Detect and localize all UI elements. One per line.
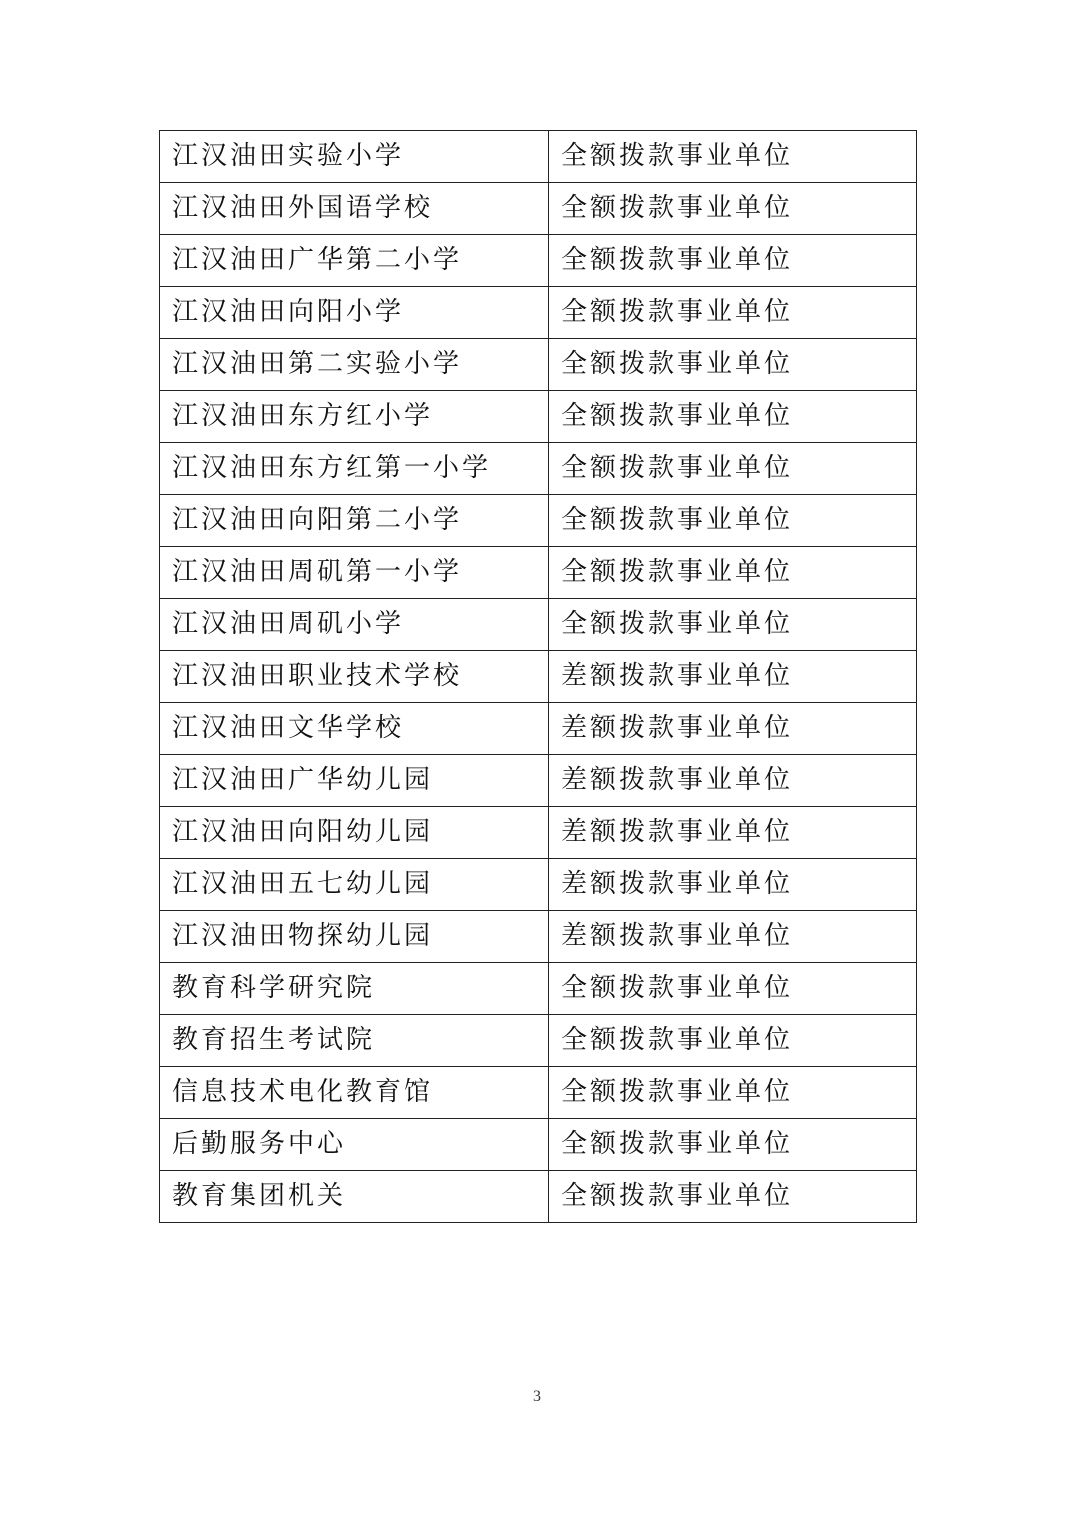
units-table: [159, 130, 917, 1223]
unit-type-cell: 差额拨款事业单位: [549, 911, 917, 963]
unit-name-cell: 信息技术电化教育馆: [160, 1067, 549, 1119]
unit-type-cell: 全额拨款事业单位: [549, 287, 917, 339]
unit-name-cell: 教育科学研究院: [160, 963, 549, 1015]
unit-name-cell: 江汉油田向阳幼儿园: [160, 807, 549, 859]
unit-type-cell: 全额拨款事业单位: [549, 1067, 917, 1119]
unit-name-cell: 江汉油田东方红小学: [160, 391, 549, 443]
unit-name-cell: 江汉油田向阳第二小学: [160, 495, 549, 547]
unit-type-cell: 全额拨款事业单位: [549, 131, 917, 183]
table-row: [160, 1119, 917, 1171]
unit-type-cell: 全额拨款事业单位: [549, 183, 917, 235]
table-row: [160, 807, 917, 859]
unit-name-cell: 江汉油田广华幼儿园: [160, 755, 549, 807]
table-row: [160, 547, 917, 599]
unit-type-cell: 全额拨款事业单位: [549, 339, 917, 391]
unit-type-cell: 全额拨款事业单位: [549, 235, 917, 287]
unit-type-cell: 差额拨款事业单位: [549, 651, 917, 703]
unit-type-cell: 全额拨款事业单位: [549, 1171, 917, 1223]
unit-type-cell: 差额拨款事业单位: [549, 703, 917, 755]
table-row: [160, 287, 917, 339]
unit-name-cell: 江汉油田东方红第一小学: [160, 443, 549, 495]
unit-type-cell: 差额拨款事业单位: [549, 755, 917, 807]
table-row: [160, 235, 917, 287]
table-row: [160, 911, 917, 963]
table-row: [160, 859, 917, 911]
unit-name-cell: 江汉油田周矶第一小学: [160, 547, 549, 599]
table-row: [160, 443, 917, 495]
unit-name-cell: 江汉油田外国语学校: [160, 183, 549, 235]
table-row: [160, 131, 917, 183]
unit-name-cell: 江汉油田文华学校: [160, 703, 549, 755]
unit-type-cell: 全额拨款事业单位: [549, 495, 917, 547]
table-row: [160, 339, 917, 391]
unit-type-cell: 差额拨款事业单位: [549, 859, 917, 911]
table-row: [160, 963, 917, 1015]
table-row: [160, 1067, 917, 1119]
unit-type-cell: 全额拨款事业单位: [549, 1015, 917, 1067]
table-row: [160, 183, 917, 235]
unit-name-cell: 江汉油田五七幼儿园: [160, 859, 549, 911]
unit-name-cell: 江汉油田周矶小学: [160, 599, 549, 651]
table-row: [160, 703, 917, 755]
units-table-body: [160, 131, 917, 1223]
unit-type-cell: 全额拨款事业单位: [549, 443, 917, 495]
table-row: [160, 391, 917, 443]
table-row: [160, 651, 917, 703]
table-row: [160, 495, 917, 547]
unit-type-cell: 全额拨款事业单位: [549, 1119, 917, 1171]
unit-type-cell: 全额拨款事业单位: [549, 963, 917, 1015]
unit-name-cell: 后勤服务中心: [160, 1119, 549, 1171]
unit-name-cell: 江汉油田实验小学: [160, 131, 549, 183]
table-row: [160, 1171, 917, 1223]
unit-name-cell: 江汉油田第二实验小学: [160, 339, 549, 391]
unit-type-cell: 全额拨款事业单位: [549, 599, 917, 651]
unit-name-cell: 教育招生考试院: [160, 1015, 549, 1067]
unit-name-cell: 江汉油田职业技术学校: [160, 651, 549, 703]
unit-name-cell: 江汉油田向阳小学: [160, 287, 549, 339]
unit-type-cell: 全额拨款事业单位: [549, 391, 917, 443]
unit-name-cell: 江汉油田广华第二小学: [160, 235, 549, 287]
unit-name-cell: 江汉油田物探幼儿园: [160, 911, 549, 963]
unit-type-cell: 全额拨款事业单位: [549, 547, 917, 599]
unit-type-cell: 差额拨款事业单位: [549, 807, 917, 859]
table-row: [160, 599, 917, 651]
table-row: [160, 1015, 917, 1067]
unit-name-cell: 教育集团机关: [160, 1171, 549, 1223]
page-number: 3: [533, 1388, 541, 1405]
table-row: [160, 755, 917, 807]
